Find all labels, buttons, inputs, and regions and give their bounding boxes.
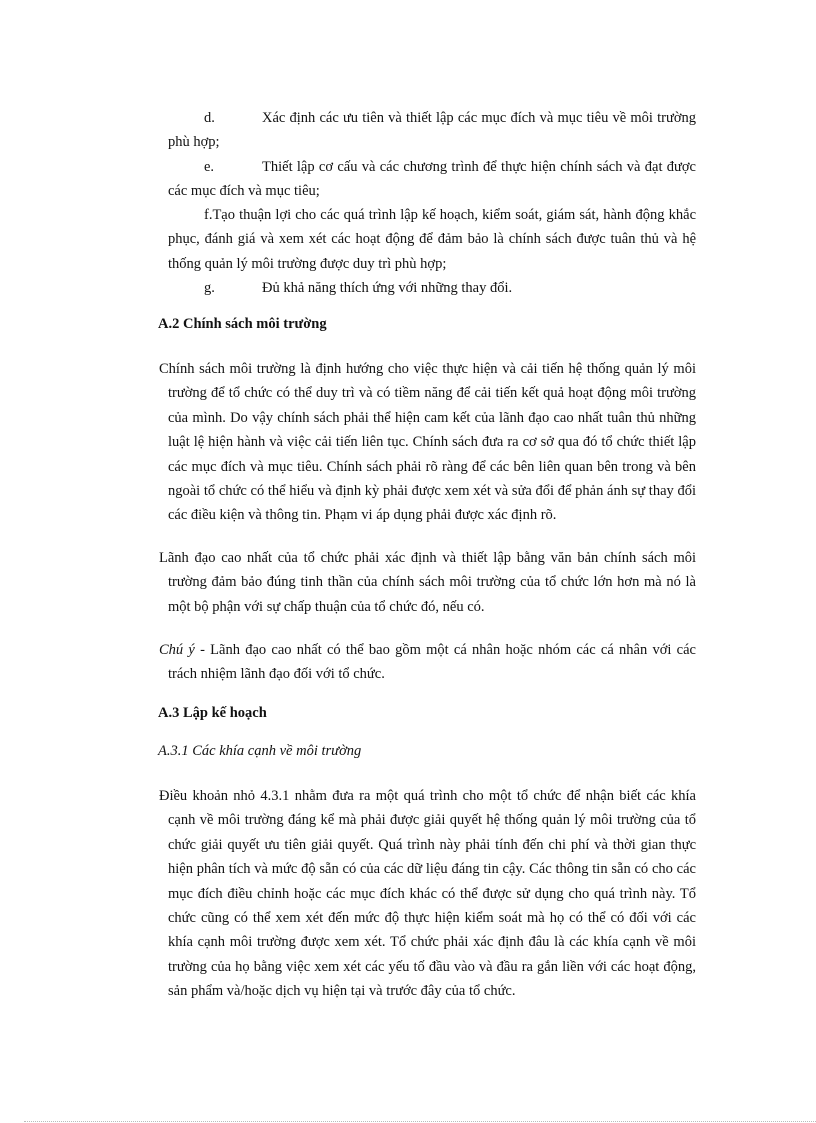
list-item-d <box>168 106 696 155</box>
subsection-heading-a31: A.3.1 Các khía cạnh về môi trường <box>158 743 362 759</box>
note-text: - Lãnh đạo cao nhất có thể bao gồm một cá nhân hoặc nhóm các cá nhân với các trách nhiệm lãnh đạo đối với tổ chức. <box>168 642 696 683</box>
list-label-g: g. <box>204 280 215 296</box>
paragraph-a2-2-text: Lãnh đạo cao nhất của tổ chức phải xác định và thiết lập bằng văn bản chính sách môi trường đảm bảo đúng tinh thần của chính sách môi trường của tổ chức lớn hơn mà nó là một bộ phận với sự chấp thuận của tổ chức đó, nếu có. <box>159 550 696 615</box>
note-paragraph <box>159 638 696 687</box>
list-text-g: Đủ khả năng thích ứng với những thay đổi. <box>262 280 513 296</box>
list-text-f: f.Tạo thuận lợi cho các quá trình lập kế hoạch, kiểm soát, giám sát, hành động khắc phục, đánh giá và xem xét các hoạt động để đảm bảo là chính sách được tuân thủ và hệ thống quản lý môi trường được duy trì phù hợp; <box>168 207 696 272</box>
list-text-d: Xác định các ưu tiên và thiết lập các mục đích và mục tiêu về môi trường phù hợp; <box>168 110 696 151</box>
paragraph-a31-1-text: Điều khoản nhỏ 4.3.1 nhằm đưa ra một quá trình cho một tổ chức để nhận biết các khía cạnh về môi trường đáng kể mà phải được giải quyết hệ thống quản lý môi trường của tổ chức giải quyết ưu tiên giải quyết. Quá trình này phải tính đến chi phí và thời gian thực hiện phân tích và mức độ sẵn có của các dữ liệu đáng tin cậy. Các thông tin sẵn có cho các mục đích điều chỉnh hoặc các mục đích khác có thể được sử dụng cho quá trình này. Tổ chức cũng có thể xem xét đến mức độ thực hiện kiểm soát mà họ có thể có đối với các khía cạnh môi trường được xem xét. Tổ chức phải xác định đâu là các khía cạnh về môi trường của họ bằng việc xem xét các yếu tố đầu vào và đầu ra gắn liền với các hoạt động, sản phẩm và/hoặc dịch vụ hiện tại và trước đây của tổ chức. <box>159 788 696 1000</box>
list-label-e: e. <box>204 159 215 175</box>
page-bottom-rule <box>24 1121 816 1122</box>
paragraph-a31-1 <box>159 784 696 1004</box>
list-label-d: d. <box>204 110 215 126</box>
list-item-f <box>168 203 696 276</box>
list-item-e <box>168 155 696 204</box>
paragraph-a2-1-text: Chính sách môi trường là định hướng cho việc thực hiện và cải tiến hệ thống quản lý môi trường để tổ chức có thể duy trì và có tiềm năng để cải tiến kết quả hoạt động môi trường của mình. Do vậy chính sách phải thể hiện cam kết của lãnh đạo cao nhất tuân thủ những luật lệ hiện hành và việc cải tiến liên tục. Chính sách đưa ra cơ sở qua đó tổ chức thiết lập các mục đích và mục tiêu. Chính sách phải rõ ràng để các bên liên quan bên trong và bên ngoài tổ chức có thể hiểu và định kỳ phải được xem xét và sửa đổi để phản ánh sự thay đổi các điều kiện và thông tin. Phạm vi áp dụng phải được xác định rõ. <box>159 361 696 524</box>
section-heading-a2: A.2 Chính sách môi trường <box>158 316 327 332</box>
paragraph-a2-1 <box>159 357 696 528</box>
list-text-e: Thiết lập cơ cấu và các chương trình để thực hiện chính sách và đạt được các mục đích và mục tiêu; <box>168 159 696 200</box>
note-label: Chú ý <box>159 642 195 658</box>
paragraph-a2-2 <box>159 546 696 619</box>
list-item-g <box>168 276 696 300</box>
section-heading-a3: A.3 Lập kế hoạch <box>158 705 267 721</box>
